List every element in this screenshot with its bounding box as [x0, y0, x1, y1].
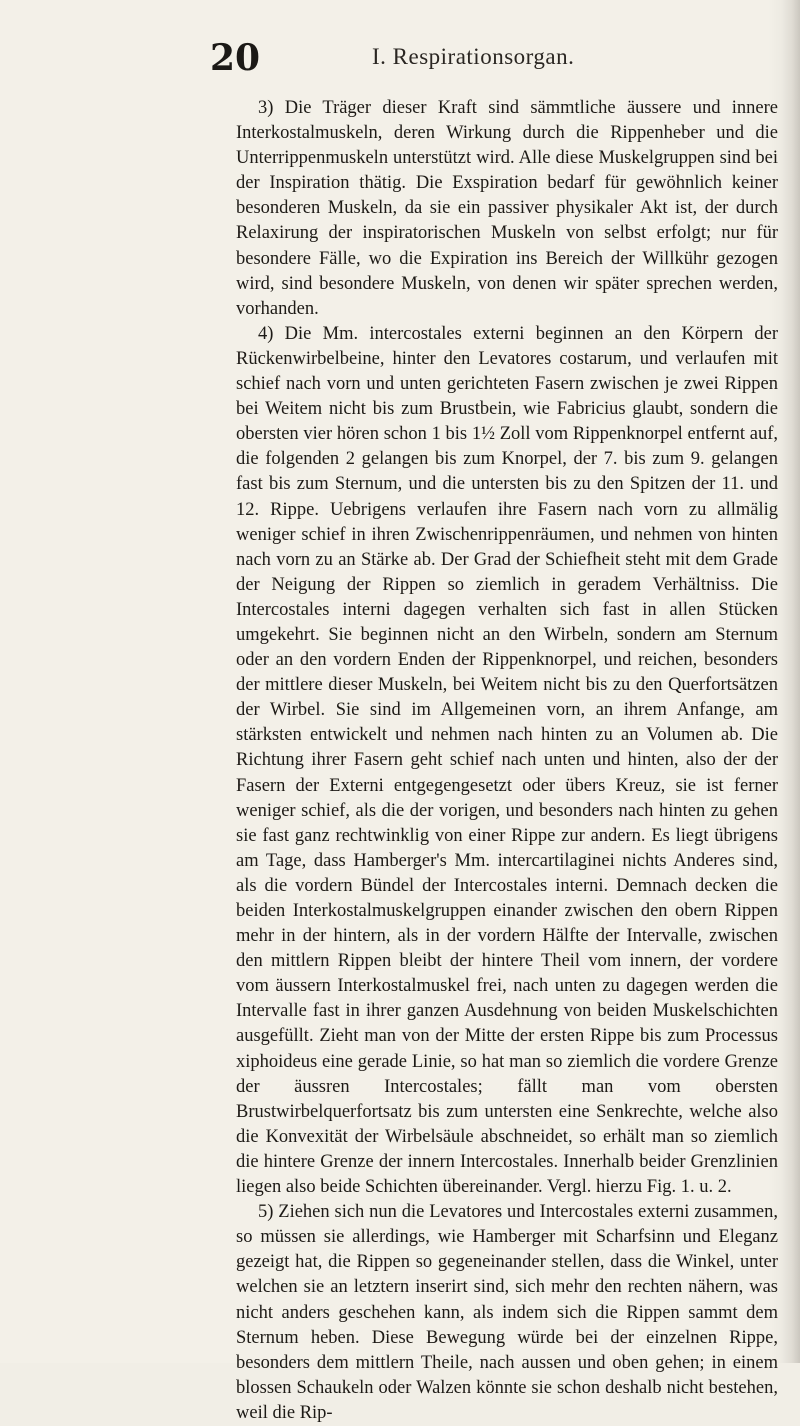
- paragraph-3: 3) Die Träger dieser Kraft sind sämmtliche äussere und innere Interkostalmuskeln, deren Wirkung durch die Rippenheber und die Unterrippenmuskeln unterstützt wird. Alle diese Muskelgruppen sind bei der Inspiration thätig. Die Exspiration bedarf für gewöhnlich keiner besonderen Muskeln, da sie ein passiver physikaler Akt ist, der durch Relaxirung der inspiratorischen Muskeln von selbst erfolgt; nur für besondere Fälle, wo die Expiration ins Bereich der Willkühr gezogen wird, sind besondere Muskeln, von denen wir später sprechen werden, vorhanden.: [236, 98, 778, 319]
- paragraph-5: 5) Ziehen sich nun die Levatores und Intercostales externi zusammen, so müssen sie allerdings, wie Hamberger mit Scharfsinn und Eleganz gezeigt hat, die Rippen so gegeneinander stellen, dass die Winkel, unter welchen sie an letztern inserirt sind, sich mehr den rechten nähern, was nicht anders geschehen kann, als indem sich die Rippen sammt dem Sternum heben. Diese Bewegung würde bei der einzelnen Rippe, besonders dem mittlern Theile, nach aussen und oben gehen; in einem blossen Schaukeln oder Walzen könnte sie schon deshalb nicht bestehen, weil die Rip-: [236, 1202, 778, 1423]
- page-number: 20: [210, 37, 261, 79]
- paragraph-4: 4) Die Mm. intercostales externi beginnen an den Körpern der Rückenwirbelbeine, hinter den Levatores costarum, und verlaufen mit schief nach vorn und unten gerichteten Fasern zwischen je zwei Rippen bei Weitem nicht bis zum Brustbein, wie Fabricius glaubt, sondern die obersten vier hören schon 1 bis 1½ Zoll vom Rippenknorpel entfernt auf, die folgenden 2 gelangen bis zum Knorpel, der 7. bis zum 9. gelangen fast bis zum Sternum, und die untersten bis zu den Spitzen der 11. und 12. Rippe. Uebrigens verlaufen ihre Fasern nach vorn zu allmälig weniger schief in ihren Zwischenrippenräumen, und nehmen von hinten nach vorn zu an Stärke ab. Der Grad der Schiefheit steht mit dem Grade der Neigung der Rippen so ziemlich in geradem Verhältniss. Die Intercostales interni dagegen verhalten sich fast in allen Stücken umgekehrt. Sie beginnen nicht an den Wirbeln, sondern am Sternum oder an den vordern Enden der Rippenknorpel, und reichen, besonders der mittlere dieser Muskeln, bei Weitem nicht bis zu den Querfortsätzen der Wirbel. Sie sind im Allgemeinen vorn, an ihrem Anfange, am stärksten entwickelt und nehmen nach hinten zu an Volumen ab. Die Richtung ihrer Fasern geht schief nach unten und hinten, also der der Fasern der Externi entgegengesetzt oder übers Kreuz, sie ist ferner weniger schief, als die der vorigen, und besonders nach hinten zu gehen sie fast ganz rechtwinklig von einer Rippe zur andern. Es liegt übrigens am Tage, dass Hamberger's Mm. intercartilaginei nichts Anderes sind, als die vordern Bündel der Intercostales interni. Demnach decken die beiden Interkostalmuskelgruppen einander zwischen den obern Rippen mehr in der hintern, als in der vordern Hälfte der Intervalle, zwischen den mittlern Rippen bleibt der hintere Theil vom innern, der vordere vom äussern Interkostalmuskel frei, nach unten zu dagegen werden die Intervalle fast in ihrer ganzen Ausdehnung von beiden Muskelschichten ausgefüllt. Zieht man von der Mitte der ersten Rippe bis zum Processus xiphoideus eine gerade Linie, so hat man so ziemlich die vordere Grenze der äussren Intercostales; fällt man vom obersten Brustwirbelquerfortsatz bis zum untersten eine Senkrechte, welche also die Konvexität der Wirbelsäule abschneidet, so erhält man so ziemlich die hintere Grenze der innern Intercostales. Innerhalb beider Grenzlinien liegen also beide Schichten übereinander. Vergl. hierzu Fig. 1. u. 2.: [236, 323, 778, 1198]
- page-header: [0, 37, 800, 86]
- page-edge-shadow: [782, 0, 800, 1363]
- running-head: I. Respirationsorgan.: [372, 44, 575, 69]
- body-text: [236, 96, 778, 1426]
